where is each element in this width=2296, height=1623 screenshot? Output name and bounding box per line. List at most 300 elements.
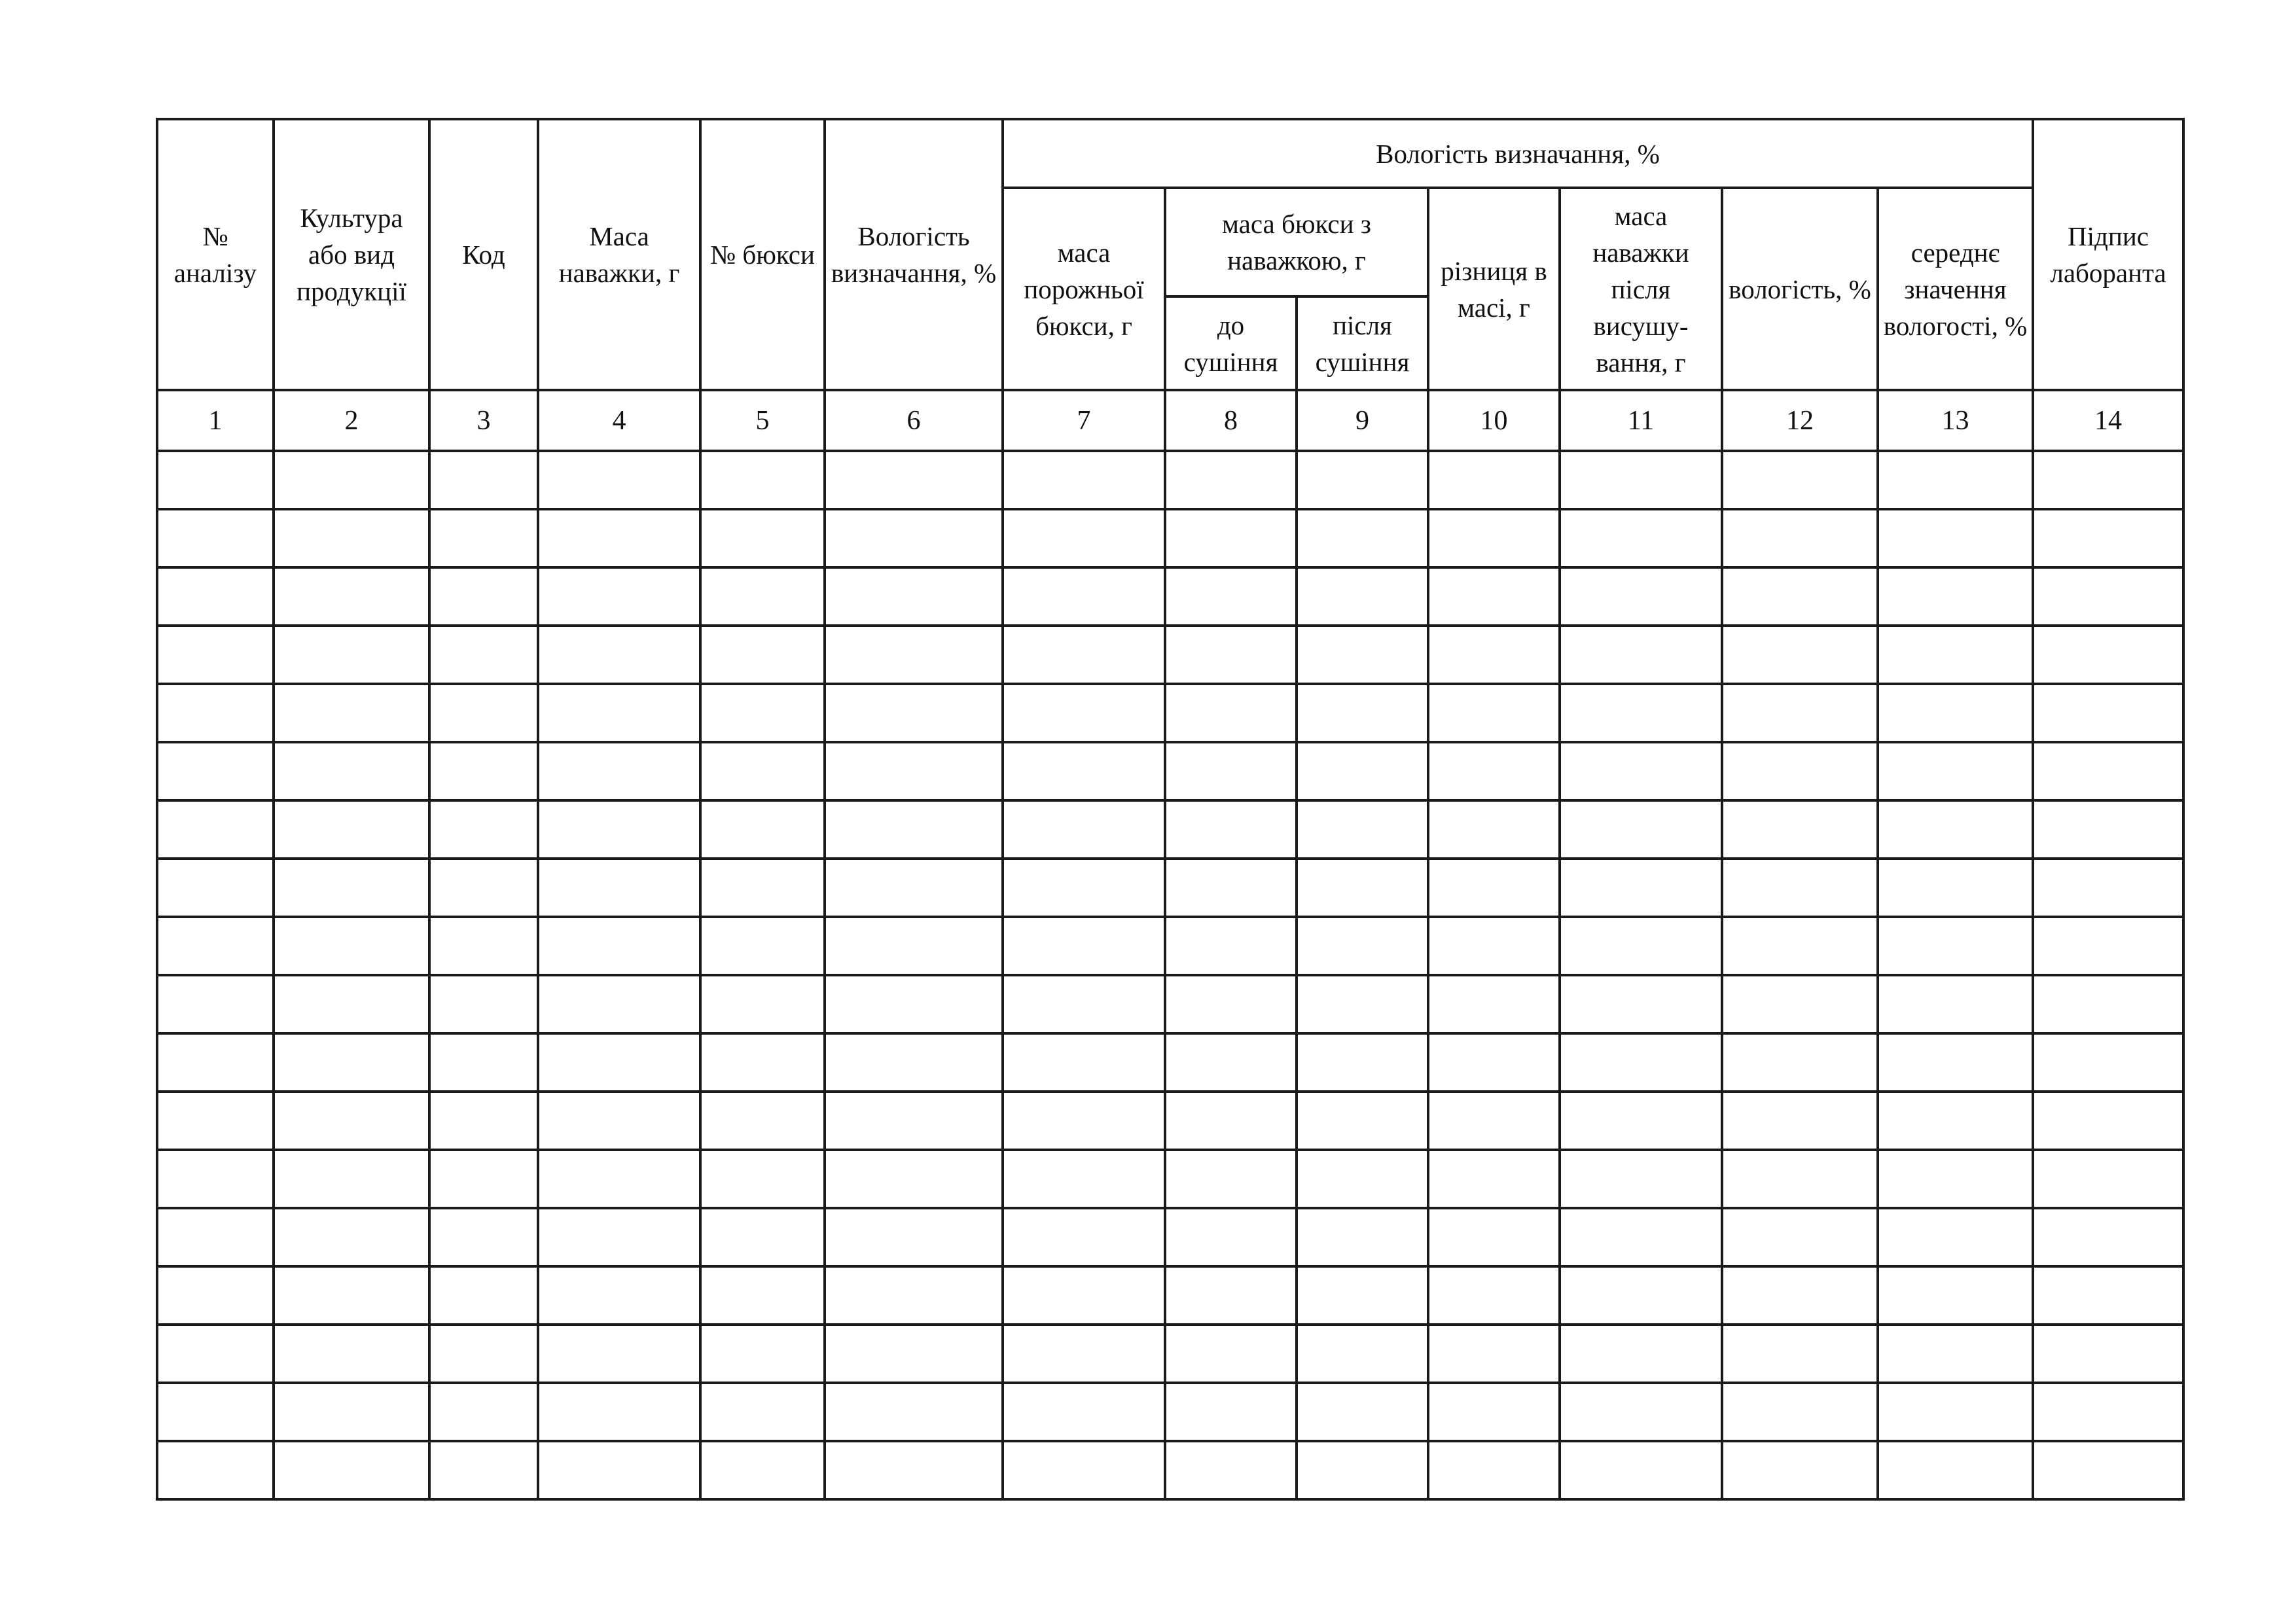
- table-cell[interactable]: [825, 1150, 1003, 1208]
- table-cell[interactable]: [825, 626, 1003, 684]
- table-cell[interactable]: [2033, 567, 2183, 626]
- table-cell[interactable]: [1165, 1092, 1297, 1150]
- table-cell[interactable]: [825, 1266, 1003, 1325]
- table-cell[interactable]: [2033, 1033, 2183, 1092]
- table-cell[interactable]: [825, 451, 1003, 509]
- table-cell[interactable]: [538, 800, 700, 859]
- table-cell[interactable]: [1003, 1325, 1165, 1383]
- table-cell[interactable]: [1878, 742, 2033, 800]
- table-cell[interactable]: [825, 859, 1003, 917]
- table-cell[interactable]: [1722, 626, 1878, 684]
- header-code: Код: [429, 119, 538, 390]
- table-cell[interactable]: [429, 800, 538, 859]
- table-cell[interactable]: [700, 800, 825, 859]
- table-cell[interactable]: [429, 567, 538, 626]
- table-cell[interactable]: [274, 742, 429, 800]
- table-cell[interactable]: [1560, 800, 1722, 859]
- table-cell[interactable]: [1428, 1325, 1560, 1383]
- table-row: [157, 800, 2183, 859]
- header-beaker-with-sample-mass: маса бюкси з наважкою, г: [1165, 188, 1428, 296]
- table-cell[interactable]: [1165, 1266, 1297, 1325]
- table-cell[interactable]: [157, 742, 274, 800]
- table-cell[interactable]: [700, 626, 825, 684]
- table-cell[interactable]: [825, 800, 1003, 859]
- table-cell[interactable]: [1722, 1441, 1878, 1499]
- table-cell[interactable]: [825, 1383, 1003, 1441]
- table-cell[interactable]: [700, 975, 825, 1033]
- table-row: [157, 1266, 2183, 1325]
- table-cell[interactable]: [429, 1033, 538, 1092]
- table-cell[interactable]: [1428, 859, 1560, 917]
- table-cell[interactable]: [1165, 451, 1297, 509]
- table-cell[interactable]: [1428, 1150, 1560, 1208]
- table-cell[interactable]: [1878, 684, 2033, 742]
- table-cell[interactable]: [1878, 1033, 2033, 1092]
- table-cell[interactable]: [538, 567, 700, 626]
- table-cell[interactable]: [274, 859, 429, 917]
- table-cell[interactable]: [1165, 1208, 1297, 1266]
- table-cell[interactable]: [274, 975, 429, 1033]
- table-cell[interactable]: [700, 567, 825, 626]
- table-cell[interactable]: [700, 1092, 825, 1150]
- table-cell[interactable]: [1297, 859, 1428, 917]
- table-row: [157, 509, 2183, 567]
- table-cell[interactable]: [1003, 509, 1165, 567]
- column-number: 10: [1428, 390, 1560, 451]
- table-cell[interactable]: [700, 917, 825, 975]
- table-cell[interactable]: [2033, 1208, 2183, 1266]
- table-cell[interactable]: [157, 800, 274, 859]
- header-beaker-number: № бюкси: [700, 119, 825, 390]
- table-cell[interactable]: [274, 1383, 429, 1441]
- table-cell[interactable]: [1722, 1150, 1878, 1208]
- column-number: 14: [2033, 390, 2183, 451]
- header-mean-moisture: середнє значення вологості, %: [1878, 188, 2033, 390]
- table-cell[interactable]: [429, 742, 538, 800]
- table-cell[interactable]: [1722, 1033, 1878, 1092]
- table-cell[interactable]: [1878, 1092, 2033, 1150]
- table-cell[interactable]: [1165, 1150, 1297, 1208]
- table-cell[interactable]: [157, 917, 274, 975]
- header-sample-mass-after-drying: маса наважки після висушу-вання, г: [1560, 188, 1722, 390]
- table-cell[interactable]: [1878, 975, 2033, 1033]
- table-cell[interactable]: [274, 1150, 429, 1208]
- table-row: [157, 859, 2183, 917]
- header-analysis-number: № аналізу: [157, 119, 274, 390]
- table-cell[interactable]: [538, 1325, 700, 1383]
- table-cell[interactable]: [1428, 800, 1560, 859]
- table-cell[interactable]: [700, 509, 825, 567]
- header-before-drying: до сушіння: [1165, 296, 1297, 390]
- table-cell[interactable]: [1560, 626, 1722, 684]
- table-cell[interactable]: [429, 917, 538, 975]
- table-cell[interactable]: [538, 859, 700, 917]
- table-cell[interactable]: [1297, 800, 1428, 859]
- table-row: [157, 1092, 2183, 1150]
- table-cell[interactable]: [1560, 509, 1722, 567]
- table-cell[interactable]: [429, 684, 538, 742]
- table-cell[interactable]: [1165, 1383, 1297, 1441]
- table-cell[interactable]: [1297, 509, 1428, 567]
- table-cell[interactable]: [825, 1325, 1003, 1383]
- table-cell[interactable]: [700, 859, 825, 917]
- table-cell[interactable]: [1297, 1092, 1428, 1150]
- table-cell[interactable]: [1560, 1092, 1722, 1150]
- table-cell[interactable]: [1722, 1383, 1878, 1441]
- table-cell[interactable]: [1878, 1150, 2033, 1208]
- table-cell[interactable]: [1297, 742, 1428, 800]
- table-cell[interactable]: [1878, 1383, 2033, 1441]
- table-cell[interactable]: [538, 742, 700, 800]
- table-cell[interactable]: [1878, 1208, 2033, 1266]
- table-cell[interactable]: [1560, 917, 1722, 975]
- table-cell[interactable]: [1003, 742, 1165, 800]
- table-cell[interactable]: [2033, 859, 2183, 917]
- table-cell[interactable]: [2033, 1325, 2183, 1383]
- table-cell[interactable]: [1560, 975, 1722, 1033]
- table-cell[interactable]: [274, 1208, 429, 1266]
- table-cell[interactable]: [700, 684, 825, 742]
- table-cell[interactable]: [274, 1325, 429, 1383]
- table-cell[interactable]: [429, 626, 538, 684]
- table-cell[interactable]: [1165, 684, 1297, 742]
- table-cell[interactable]: [825, 1092, 1003, 1150]
- document-sheet: [156, 118, 2182, 1493]
- table-cell[interactable]: [429, 1266, 538, 1325]
- table-cell[interactable]: [1560, 1150, 1722, 1208]
- table-cell[interactable]: [1165, 509, 1297, 567]
- table-cell[interactable]: [700, 742, 825, 800]
- table-cell[interactable]: [1297, 975, 1428, 1033]
- table-cell[interactable]: [700, 1208, 825, 1266]
- table-cell[interactable]: [1560, 567, 1722, 626]
- table-cell[interactable]: [1297, 1441, 1428, 1499]
- table-cell[interactable]: [1878, 451, 2033, 509]
- table-cell[interactable]: [1722, 451, 1878, 509]
- table-cell[interactable]: [2033, 1383, 2183, 1441]
- table-cell[interactable]: [1428, 1383, 1560, 1441]
- table-cell[interactable]: [157, 1266, 274, 1325]
- table-cell[interactable]: [1165, 800, 1297, 859]
- table-row: [157, 1033, 2183, 1092]
- table-cell[interactable]: [1878, 567, 2033, 626]
- table-row: [157, 742, 2183, 800]
- table-cell[interactable]: [274, 1266, 429, 1325]
- table-cell[interactable]: [274, 451, 429, 509]
- table-cell[interactable]: [538, 917, 700, 975]
- table-row: [157, 567, 2183, 626]
- table-cell[interactable]: [429, 1092, 538, 1150]
- table-cell[interactable]: [1428, 509, 1560, 567]
- table-cell[interactable]: [157, 1033, 274, 1092]
- table-cell[interactable]: [1003, 1441, 1165, 1499]
- table-cell[interactable]: [1722, 1208, 1878, 1266]
- table-cell[interactable]: [1560, 1266, 1722, 1325]
- table-cell[interactable]: [538, 1150, 700, 1208]
- table-cell[interactable]: [1003, 859, 1165, 917]
- table-cell[interactable]: [1297, 1150, 1428, 1208]
- column-number: 1: [157, 390, 274, 451]
- table-cell[interactable]: [1878, 1266, 2033, 1325]
- header-sample-mass: Маса наважки, г: [538, 119, 700, 390]
- table-cell[interactable]: [2033, 509, 2183, 567]
- table-cell[interactable]: [825, 567, 1003, 626]
- table-cell[interactable]: [1722, 684, 1878, 742]
- table-cell[interactable]: [1003, 1033, 1165, 1092]
- table-cell[interactable]: [825, 1208, 1003, 1266]
- table-cell[interactable]: [2033, 917, 2183, 975]
- table-row: [157, 975, 2183, 1033]
- table-cell[interactable]: [1722, 1266, 1878, 1325]
- table-cell[interactable]: [825, 1441, 1003, 1499]
- column-number: 5: [700, 390, 825, 451]
- table-cell[interactable]: [1297, 684, 1428, 742]
- table-cell[interactable]: [1722, 1092, 1878, 1150]
- table-cell[interactable]: [157, 1092, 274, 1150]
- table-row: [157, 1208, 2183, 1266]
- table-cell[interactable]: [538, 451, 700, 509]
- table-cell[interactable]: [2033, 451, 2183, 509]
- table-cell[interactable]: [1428, 1266, 1560, 1325]
- table-cell[interactable]: [157, 509, 274, 567]
- table-cell[interactable]: [700, 1325, 825, 1383]
- column-number: 11: [1560, 390, 1722, 451]
- table-cell[interactable]: [825, 684, 1003, 742]
- header-moisture-group: Вологість визначання, %: [1003, 119, 2033, 188]
- table-cell[interactable]: [429, 451, 538, 509]
- table-cell[interactable]: [157, 1208, 274, 1266]
- moisture-journal-table: [156, 118, 2185, 1501]
- header-moisture: вологість, %: [1722, 188, 1878, 390]
- table-cell[interactable]: [1165, 917, 1297, 975]
- table-cell[interactable]: [1297, 1266, 1428, 1325]
- column-number: 3: [429, 390, 538, 451]
- table-cell[interactable]: [157, 626, 274, 684]
- table-cell[interactable]: [1722, 509, 1878, 567]
- table-cell[interactable]: [1428, 451, 1560, 509]
- table-cell[interactable]: [1003, 975, 1165, 1033]
- table-cell[interactable]: [429, 859, 538, 917]
- table-cell[interactable]: [157, 975, 274, 1033]
- header-mass-difference: різниця в масі, г: [1428, 188, 1560, 390]
- table-cell[interactable]: [1165, 742, 1297, 800]
- table-cell[interactable]: [157, 567, 274, 626]
- table-cell[interactable]: [274, 1092, 429, 1150]
- table-cell[interactable]: [1878, 917, 2033, 975]
- table-cell[interactable]: [1297, 917, 1428, 975]
- table-cell[interactable]: [1003, 1092, 1165, 1150]
- table-cell[interactable]: [2033, 626, 2183, 684]
- table-row: [157, 451, 2183, 509]
- table-cell[interactable]: [1428, 684, 1560, 742]
- table-cell[interactable]: [1878, 509, 2033, 567]
- table-cell[interactable]: [825, 1033, 1003, 1092]
- table-cell[interactable]: [429, 509, 538, 567]
- table-cell[interactable]: [538, 1033, 700, 1092]
- table-cell[interactable]: [2033, 1266, 2183, 1325]
- table-cell[interactable]: [1297, 1208, 1428, 1266]
- header-lab-signature: Підпис лаборанта: [2033, 119, 2183, 390]
- table-cell[interactable]: [274, 567, 429, 626]
- table-cell[interactable]: [1722, 742, 1878, 800]
- table-cell[interactable]: [538, 1208, 700, 1266]
- table-cell[interactable]: [157, 1441, 274, 1499]
- column-number: 2: [274, 390, 429, 451]
- table-cell[interactable]: [429, 975, 538, 1033]
- table-cell[interactable]: [2033, 742, 2183, 800]
- table-cell[interactable]: [1428, 1441, 1560, 1499]
- table-cell[interactable]: [1003, 1266, 1165, 1325]
- table-cell[interactable]: [157, 451, 274, 509]
- table-cell[interactable]: [1560, 859, 1722, 917]
- table-cell[interactable]: [825, 742, 1003, 800]
- table-cell[interactable]: [2033, 800, 2183, 859]
- table-cell[interactable]: [700, 1441, 825, 1499]
- table-cell[interactable]: [1560, 742, 1722, 800]
- table-cell[interactable]: [1003, 451, 1165, 509]
- table-cell[interactable]: [1003, 626, 1165, 684]
- table-cell[interactable]: [700, 1150, 825, 1208]
- table-cell[interactable]: [1297, 626, 1428, 684]
- table-cell[interactable]: [1878, 626, 2033, 684]
- table-cell[interactable]: [429, 1150, 538, 1208]
- table-cell[interactable]: [1297, 1325, 1428, 1383]
- table-cell[interactable]: [274, 800, 429, 859]
- table-cell[interactable]: [1428, 917, 1560, 975]
- table-cell[interactable]: [538, 509, 700, 567]
- table-cell[interactable]: [1428, 626, 1560, 684]
- table-cell[interactable]: [1428, 975, 1560, 1033]
- column-number: 9: [1297, 390, 1428, 451]
- table-cell[interactable]: [1722, 1325, 1878, 1383]
- table-cell[interactable]: [1878, 800, 2033, 859]
- table-cell[interactable]: [1428, 1092, 1560, 1150]
- table-cell[interactable]: [1560, 1383, 1722, 1441]
- table-cell[interactable]: [825, 917, 1003, 975]
- header-moisture-determination: Вологість визначання, %: [825, 119, 1003, 390]
- table-cell[interactable]: [1297, 451, 1428, 509]
- header-after-drying: після сушіння: [1297, 296, 1428, 390]
- table-cell[interactable]: [1722, 800, 1878, 859]
- table-cell[interactable]: [429, 1325, 538, 1383]
- table-cell[interactable]: [1003, 684, 1165, 742]
- table-cell[interactable]: [2033, 1150, 2183, 1208]
- table-cell[interactable]: [1560, 1325, 1722, 1383]
- table-cell[interactable]: [157, 1325, 274, 1383]
- table-cell[interactable]: [157, 1383, 274, 1441]
- table-cell[interactable]: [538, 975, 700, 1033]
- table-cell[interactable]: [1003, 917, 1165, 975]
- table-cell[interactable]: [2033, 684, 2183, 742]
- table-cell[interactable]: [1003, 1383, 1165, 1441]
- table-cell[interactable]: [1428, 742, 1560, 800]
- table-cell[interactable]: [2033, 1441, 2183, 1499]
- table-cell[interactable]: [2033, 975, 2183, 1033]
- table-cell[interactable]: [700, 1266, 825, 1325]
- table-cell[interactable]: [429, 1383, 538, 1441]
- table-cell[interactable]: [1722, 975, 1878, 1033]
- table-cell[interactable]: [1428, 567, 1560, 626]
- table-row: [157, 1325, 2183, 1383]
- table-cell[interactable]: [274, 684, 429, 742]
- table-cell[interactable]: [825, 975, 1003, 1033]
- table-cell[interactable]: [1560, 684, 1722, 742]
- table-cell[interactable]: [538, 1383, 700, 1441]
- table-cell[interactable]: [1560, 451, 1722, 509]
- table-cell[interactable]: [1003, 567, 1165, 626]
- table-cell[interactable]: [1560, 1441, 1722, 1499]
- table-row: [157, 1383, 2183, 1441]
- table-cell[interactable]: [274, 917, 429, 975]
- table-cell[interactable]: [157, 859, 274, 917]
- table-row: [157, 1441, 2183, 1499]
- table-cell[interactable]: [1297, 1033, 1428, 1092]
- column-number: 12: [1722, 390, 1878, 451]
- table-cell[interactable]: [157, 1150, 274, 1208]
- table-cell[interactable]: [1003, 800, 1165, 859]
- table-cell[interactable]: [1297, 567, 1428, 626]
- table-cell[interactable]: [700, 1383, 825, 1441]
- table-cell[interactable]: [429, 1441, 538, 1499]
- table-cell[interactable]: [538, 684, 700, 742]
- column-number: 8: [1165, 390, 1297, 451]
- table-cell[interactable]: [538, 626, 700, 684]
- table-cell[interactable]: [1428, 1208, 1560, 1266]
- table-cell[interactable]: [2033, 1092, 2183, 1150]
- table-cell[interactable]: [1878, 859, 2033, 917]
- table-cell[interactable]: [274, 1441, 429, 1499]
- table-cell[interactable]: [1165, 1033, 1297, 1092]
- column-number: 7: [1003, 390, 1165, 451]
- table-cell[interactable]: [1722, 567, 1878, 626]
- table-cell[interactable]: [1297, 1383, 1428, 1441]
- table-cell[interactable]: [274, 509, 429, 567]
- table-cell[interactable]: [1722, 917, 1878, 975]
- column-number: 13: [1878, 390, 2033, 451]
- table-cell[interactable]: [700, 1033, 825, 1092]
- table-cell[interactable]: [1003, 1150, 1165, 1208]
- table-cell[interactable]: [700, 451, 825, 509]
- table-cell[interactable]: [1165, 1325, 1297, 1383]
- table-cell[interactable]: [1003, 1208, 1165, 1266]
- table-cell[interactable]: [1878, 1441, 2033, 1499]
- table-cell[interactable]: [1560, 1208, 1722, 1266]
- table-cell[interactable]: [1165, 567, 1297, 626]
- column-number: 4: [538, 390, 700, 451]
- table-cell[interactable]: [1165, 626, 1297, 684]
- table-cell[interactable]: [157, 684, 274, 742]
- table-cell[interactable]: [1165, 859, 1297, 917]
- table-body: [157, 451, 2183, 1499]
- table-cell[interactable]: [1722, 859, 1878, 917]
- table-cell[interactable]: [1878, 1325, 2033, 1383]
- table-cell[interactable]: [429, 1208, 538, 1266]
- column-number: 6: [825, 390, 1003, 451]
- table-cell[interactable]: [825, 509, 1003, 567]
- table-cell[interactable]: [538, 1092, 700, 1150]
- table-cell[interactable]: [1560, 1033, 1722, 1092]
- table-cell[interactable]: [274, 626, 429, 684]
- table-cell[interactable]: [538, 1441, 700, 1499]
- table-cell[interactable]: [274, 1033, 429, 1092]
- table-cell[interactable]: [538, 1266, 700, 1325]
- header-crop-type: Культура або вид продукції: [274, 119, 429, 390]
- table-row: [157, 684, 2183, 742]
- table-cell[interactable]: [1165, 1441, 1297, 1499]
- table-row: [157, 1150, 2183, 1208]
- table-cell[interactable]: [1428, 1033, 1560, 1092]
- table-cell[interactable]: [1165, 975, 1297, 1033]
